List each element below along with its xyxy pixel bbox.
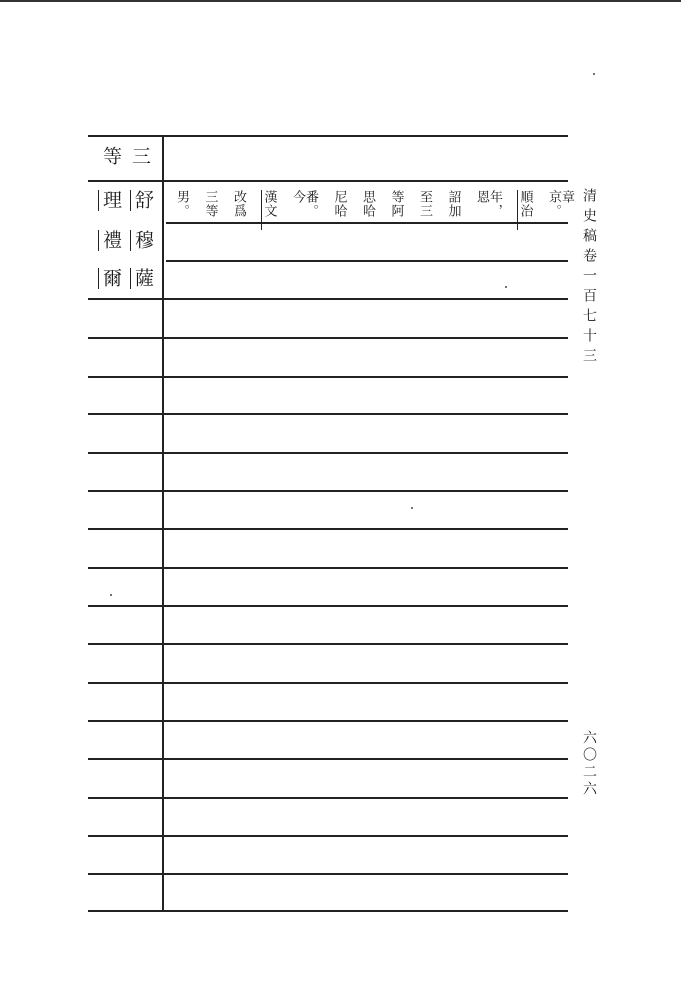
name-cell-2 (92, 230, 158, 251)
text-column: 尼哈 (331, 190, 347, 218)
table-rule (88, 605, 568, 607)
table-rule (166, 260, 568, 262)
top-border (0, 0, 681, 2)
text-column: 改爲 (231, 190, 246, 218)
name-char: 等 (100, 146, 122, 167)
table-top-rule (88, 135, 568, 137)
table-rule (88, 873, 568, 875)
table-rule (88, 490, 568, 492)
name-cell-title (92, 146, 158, 167)
name-cell-3 (92, 268, 158, 289)
table-rule (88, 643, 568, 645)
name-char: 穆 (132, 230, 154, 251)
table-rule (88, 567, 568, 569)
name-char: 三 (129, 146, 151, 167)
scan-speck (411, 507, 413, 509)
column-divider (162, 135, 164, 910)
text-column: 章京。 (546, 190, 574, 218)
text-column: 番。今 (290, 190, 318, 218)
book-title: 清史稿卷一百七十三 (581, 188, 597, 368)
table-rule (88, 720, 568, 722)
text-column: 男。 (174, 190, 189, 218)
table-rule (88, 452, 568, 454)
text-column: 年，恩 (474, 190, 502, 218)
scan-speck (110, 594, 112, 596)
text-column: 漢文 (261, 190, 276, 230)
text-column: 至三 (417, 190, 432, 218)
table-rule (88, 337, 568, 339)
scan-speck (505, 286, 507, 288)
name-cell-1 (92, 190, 158, 211)
table-bottom-rule (88, 910, 568, 912)
table-rule (88, 758, 568, 760)
text-column: 等阿 (388, 190, 404, 218)
table-rule (88, 180, 568, 182)
name-char: 理 (100, 190, 122, 211)
name-char: 舒 (132, 190, 154, 211)
text-column: 詔加 (445, 190, 461, 218)
text-column: 思哈 (360, 190, 375, 218)
text-column: 三等 (202, 190, 218, 218)
page-number: 六〇二六 (581, 730, 597, 798)
table-rule (88, 835, 568, 837)
name-char: 禮 (100, 230, 122, 251)
table-rule (88, 413, 568, 415)
name-char: 爾 (100, 268, 122, 289)
record-text-row (175, 190, 573, 230)
table-rule (88, 682, 568, 684)
table-rule (88, 528, 568, 530)
table-rule (88, 376, 568, 378)
name-char: 薩 (132, 268, 154, 289)
table-rule (88, 298, 568, 300)
scan-speck (593, 73, 595, 75)
text-column: 順治 (517, 190, 532, 230)
table-rule (88, 797, 568, 799)
